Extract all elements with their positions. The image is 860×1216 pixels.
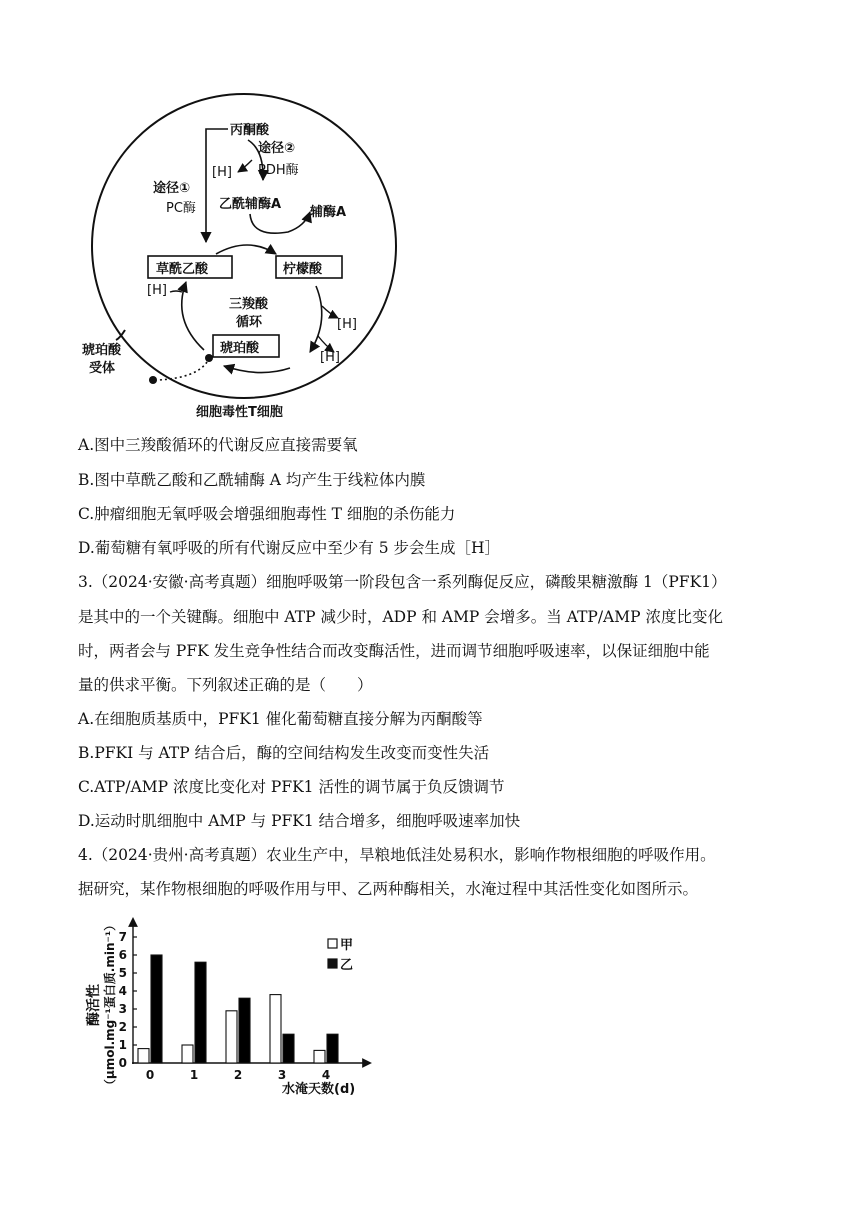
- y-tick-label: 3: [118, 1002, 127, 1016]
- cycle-arrow-right: [310, 286, 322, 352]
- q3-option-c: C.ATP/AMP 浓度比变化对 PFK1 活性的调节属于负反馈调节: [78, 778, 505, 796]
- cycle-arrow-bottom: [224, 366, 290, 373]
- y-tick-label: 4: [118, 984, 127, 998]
- pc-enzyme-label: PC酶: [166, 201, 196, 216]
- bar-jia: [138, 1049, 149, 1063]
- bar-yi: [283, 1034, 294, 1063]
- q2-option-d: D.葡萄糖有氧呼吸的所有代谢反应中至少有 5 步会生成［H］: [78, 539, 501, 557]
- route2-label: 途径②: [258, 141, 296, 156]
- chart-legend: [328, 938, 353, 973]
- bar-jia: [182, 1045, 193, 1063]
- succinate-export-path: [158, 362, 207, 380]
- receptor-label-1: 琥珀酸: [82, 343, 122, 358]
- y-tick-label: 5: [118, 966, 127, 980]
- bar-yi: [239, 998, 250, 1063]
- acetyl-coa-label: 乙酰辅酶A: [219, 197, 282, 212]
- coa-label: 辅酶A: [310, 205, 347, 220]
- q3-option-b: B.PFKI 与 ATP 结合后，酶的空间结构发生改变而变性失活: [78, 744, 490, 762]
- x-tick-label: 4: [321, 1068, 331, 1082]
- q3-option-a: A.在细胞质基质中，PFK1 催化葡萄糖直接分解为丙酮酸等: [78, 710, 483, 728]
- q3-stem-line-1: 3.（2024·安徽·高考真题）细胞呼吸第一阶段包含一系列酶促反应，磷酸果糖激酶 1（PFK1）: [78, 573, 727, 591]
- y-tick-label: 0: [118, 1056, 127, 1070]
- q2-option-c: C.肿瘤细胞无氧呼吸会增强细胞毒性 T 细胞的杀伤能力: [78, 505, 456, 523]
- x-tick-label: 0: [145, 1068, 155, 1082]
- q2-option-b: B.图中草酰乙酸和乙酰辅酶 A 均产生于线粒体内膜: [78, 471, 426, 489]
- citrate-label: 柠檬酸: [283, 262, 323, 277]
- y-tick-label: 1: [118, 1038, 127, 1052]
- coa-release-arrow: [250, 212, 310, 233]
- legend-label-yi: 乙: [340, 958, 354, 973]
- succinate-label: 琥珀酸: [220, 341, 260, 356]
- chart-labels: [119, 930, 331, 1082]
- q3-stem-line-4: 量的供求平衡。下列叙述正确的是（ ）: [78, 676, 373, 694]
- route1-label: 途径①: [153, 181, 191, 196]
- q4-stem-line-1: 4.（2024·贵州·高考真题）农业生产中，旱粮地低洼处易积水，影响作物根细胞的呼吸作用。: [78, 846, 716, 864]
- route1-arrow: [206, 129, 228, 242]
- tca-diagram: [0, 0, 860, 430]
- h-label-top: [H]: [212, 165, 232, 180]
- pdh-enzyme-label: PDH酶: [258, 163, 299, 178]
- legend-label-jia: 甲: [340, 938, 354, 953]
- oxaloacetate-label: 草酰乙酸: [156, 262, 209, 277]
- h-label-right1: [H]: [337, 317, 357, 332]
- bar-jia: [314, 1050, 325, 1063]
- x-axis-label: 水淹天数(d): [282, 1082, 356, 1097]
- y-axis-label-2: （μmol.mg⁻¹蛋白质.min⁻¹）: [103, 918, 117, 1092]
- bar-yi: [195, 962, 206, 1063]
- bar-jia: [226, 1011, 237, 1063]
- x-tick-label: 1: [189, 1068, 199, 1082]
- bar-yi: [327, 1034, 338, 1063]
- h-release-arrow: [238, 160, 252, 172]
- y-axis-label-1: 酶活性: [86, 984, 102, 1026]
- succinate-export-dot: [205, 354, 213, 362]
- bar-jia: [270, 995, 281, 1063]
- pyruvate-label: 丙酮酸: [230, 123, 270, 138]
- enzyme-activity-chart: [70, 905, 390, 1100]
- legend-swatch-jia: [328, 939, 337, 948]
- cycle-arrow-top: [216, 245, 276, 254]
- y-tick-label: 6: [118, 948, 127, 962]
- legend-swatch-yi: [328, 959, 337, 968]
- bar-yi: [151, 955, 162, 1063]
- tca-label-2: 循环: [236, 315, 263, 330]
- cycle-arrow-left: [182, 282, 204, 350]
- q4-stem-line-2: 据研究，某作物根细胞的呼吸作用与甲、乙两种酶相关，水淹过程中其活性变化如图所示。: [78, 880, 699, 898]
- y-tick-label: 7: [118, 930, 127, 944]
- h-label-left: [H]: [147, 283, 167, 298]
- q3-stem-line-3: 时，两者会与 PFK 发生竞争性结合而改变酶活性，进而调节细胞呼吸速率，以保证细胞中能: [78, 642, 710, 660]
- x-tick-label: 3: [277, 1068, 287, 1082]
- q2-option-a: A.图中三羧酸循环的代谢反应直接需要氧: [78, 436, 358, 454]
- x-tick-label: 2: [233, 1068, 243, 1082]
- receptor-label-2: 受体: [89, 361, 116, 376]
- succinate-outside-dot: [149, 376, 157, 384]
- q3-option-d: D.运动时肌细胞中 AMP 与 PFK1 结合增多，细胞呼吸速率加快: [78, 812, 521, 830]
- diagram-caption: 细胞毒性T细胞: [196, 405, 283, 420]
- chart-bars: [138, 955, 338, 1063]
- h-branch-right1: [322, 306, 338, 318]
- y-tick-label: 2: [118, 1020, 127, 1034]
- h-label-right2: [H]: [320, 350, 340, 365]
- h-branch-left: [170, 291, 182, 292]
- tca-label-1: 三羧酸: [229, 297, 269, 312]
- q3-stem-line-2: 是其中的一个关键酶。细胞中 ATP 减少时，ADP 和 AMP 会增多。当 ATP/AMP 浓度比变化: [78, 608, 723, 626]
